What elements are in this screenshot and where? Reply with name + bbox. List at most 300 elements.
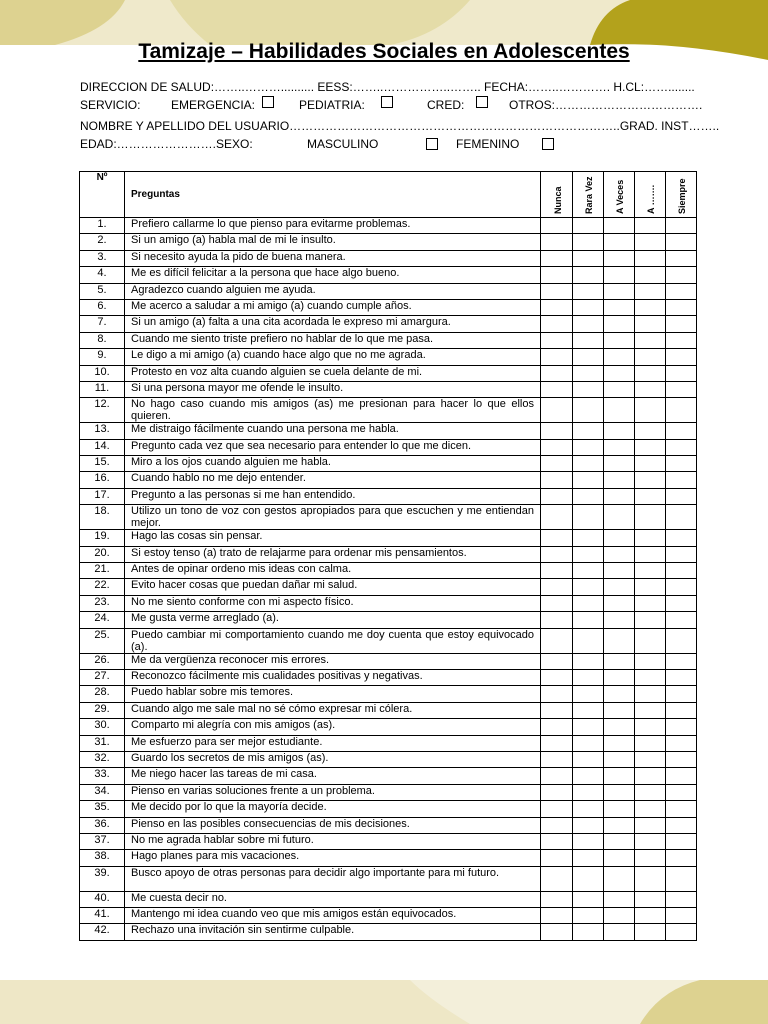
answer-siempre-cell[interactable] (666, 472, 697, 488)
col-siempre-header: Siempre (666, 172, 697, 218)
answer-siempre-cell[interactable] (666, 250, 697, 266)
answer-siempre-cell[interactable] (666, 283, 697, 299)
answer-nunca-cell[interactable] (541, 423, 573, 439)
question-text: Agradezco cuando alguien me ayuda. (125, 283, 541, 299)
answer-nunca-cell[interactable] (541, 349, 573, 365)
question-text: Guardo los secretos de mis amigos (as). (125, 751, 541, 767)
table-row (80, 768, 697, 784)
table-row (80, 924, 697, 940)
question-text: No hago caso cuando mis amigos (as) me presionan para hacer lo que ellos quieren. (125, 398, 541, 423)
answer-rara-vez-cell[interactable] (573, 472, 604, 488)
answer-rara-vez-cell[interactable] (573, 423, 604, 439)
answer-a-veces-cell[interactable] (604, 702, 635, 718)
answer-a-veces-cell[interactable] (604, 801, 635, 817)
question-number: 15. (80, 456, 125, 472)
answer-nunca-cell[interactable] (541, 612, 573, 628)
answer-rara-vez-cell[interactable] (573, 563, 604, 579)
answer-rara-vez-cell[interactable] (573, 234, 604, 250)
answer-a-veces-cell[interactable] (604, 669, 635, 685)
answer-siempre-cell[interactable] (666, 686, 697, 702)
answer-nunca-cell[interactable] (541, 472, 573, 488)
answer-nunca-cell[interactable] (541, 250, 573, 266)
answer-nunca-cell[interactable] (541, 891, 573, 907)
answer-a-veces-cell[interactable] (604, 833, 635, 849)
answer-siempre-cell[interactable] (666, 669, 697, 685)
answer-a-cell[interactable] (635, 579, 666, 595)
answer-nunca-cell[interactable] (541, 801, 573, 817)
answer-a-veces-cell[interactable] (604, 924, 635, 940)
answer-siempre-cell[interactable] (666, 908, 697, 924)
answer-nunca-cell[interactable] (541, 218, 573, 234)
answer-a-cell[interactable] (635, 505, 666, 530)
answer-nunca-cell[interactable] (541, 398, 573, 423)
question-number: 25. (80, 628, 125, 653)
col-rara-vez-header: Rara Vez (573, 172, 604, 218)
answer-a-cell[interactable] (635, 546, 666, 562)
question-text: Evito hacer cosas que puedan dañar mi salud. (125, 579, 541, 595)
answer-siempre-cell[interactable] (666, 365, 697, 381)
answer-nunca-cell[interactable] (541, 365, 573, 381)
questionnaire-table (79, 171, 697, 941)
answer-a-veces-cell[interactable] (604, 316, 635, 332)
answer-siempre-cell[interactable] (666, 735, 697, 751)
answer-nunca-cell[interactable] (541, 817, 573, 833)
answer-siempre-cell[interactable] (666, 530, 697, 546)
answer-a-veces-cell[interactable] (604, 735, 635, 751)
answer-a-veces-cell[interactable] (604, 579, 635, 595)
answer-nunca-cell[interactable] (541, 234, 573, 250)
answer-siempre-cell[interactable] (666, 299, 697, 315)
question-text: Prefiero callarme lo que pienso para evitarme problemas. (125, 218, 541, 234)
answer-nunca-cell[interactable] (541, 546, 573, 562)
question-text: Hago las cosas sin pensar. (125, 530, 541, 546)
answer-rara-vez-cell[interactable] (573, 456, 604, 472)
answer-a-cell[interactable] (635, 456, 666, 472)
answer-a-veces-cell[interactable] (604, 488, 635, 504)
answer-a-cell[interactable] (635, 365, 666, 381)
nombre-line: NOMBRE Y APELLIDO DEL USUARIO………………………………………………………………………..GRAD. INST…….. (80, 119, 720, 133)
answer-a-cell[interactable] (635, 472, 666, 488)
answer-siempre-cell[interactable] (666, 218, 697, 234)
question-number: 1. (80, 218, 125, 234)
answer-a-veces-cell[interactable] (604, 850, 635, 866)
answer-a-cell[interactable] (635, 628, 666, 653)
answer-siempre-cell[interactable] (666, 719, 697, 735)
pediatria-checkbox[interactable] (381, 96, 393, 108)
table-row (80, 751, 697, 767)
answer-a-veces-cell[interactable] (604, 283, 635, 299)
answer-nunca-cell[interactable] (541, 628, 573, 653)
answer-a-cell[interactable] (635, 866, 666, 891)
answer-rara-vez-cell[interactable] (573, 628, 604, 653)
question-number: 11. (80, 381, 125, 397)
answer-a-veces-cell[interactable] (604, 267, 635, 283)
answer-nunca-cell[interactable] (541, 456, 573, 472)
answer-a-cell[interactable] (635, 250, 666, 266)
question-number: 32. (80, 751, 125, 767)
answer-a-veces-cell[interactable] (604, 686, 635, 702)
question-number: 29. (80, 702, 125, 718)
answer-nunca-cell[interactable] (541, 833, 573, 849)
question-text: Cuando me siento triste prefiero no hablar de lo que me pasa. (125, 332, 541, 348)
answer-a-cell[interactable] (635, 530, 666, 546)
table-row (80, 250, 697, 266)
answer-nunca-cell[interactable] (541, 719, 573, 735)
answer-rara-vez-cell[interactable] (573, 719, 604, 735)
table-row (80, 316, 697, 332)
pediatria-label: PEDIATRIA: (299, 98, 365, 112)
answer-siempre-cell[interactable] (666, 595, 697, 611)
question-number: 39. (80, 866, 125, 891)
answer-rara-vez-cell[interactable] (573, 850, 604, 866)
question-number: 6. (80, 299, 125, 315)
answer-nunca-cell[interactable] (541, 653, 573, 669)
answer-a-veces-cell[interactable] (604, 784, 635, 800)
answer-siempre-cell[interactable] (666, 439, 697, 455)
table-row (80, 908, 697, 924)
answer-a-cell[interactable] (635, 612, 666, 628)
question-text: Pienso en las posibles consecuencias de mis decisiones. (125, 817, 541, 833)
answer-rara-vez-cell[interactable] (573, 686, 604, 702)
answer-a-cell[interactable] (635, 316, 666, 332)
question-number: 26. (80, 653, 125, 669)
answer-siempre-cell[interactable] (666, 702, 697, 718)
question-number: 17. (80, 488, 125, 504)
question-text: Puedo cambiar mi comportamiento cuando me doy cuenta que estoy equivocado (a). (125, 628, 541, 653)
question-text: Pienso en varias soluciones frente a un problema. (125, 784, 541, 800)
answer-a-cell[interactable] (635, 924, 666, 940)
answer-siempre-cell[interactable] (666, 398, 697, 423)
answer-rara-vez-cell[interactable] (573, 398, 604, 423)
answer-a-veces-cell[interactable] (604, 439, 635, 455)
answer-siempre-cell[interactable] (666, 381, 697, 397)
answer-a-veces-cell[interactable] (604, 423, 635, 439)
answer-a-veces-cell[interactable] (604, 472, 635, 488)
table-row (80, 628, 697, 653)
question-number: 37. (80, 833, 125, 849)
table-row (80, 472, 697, 488)
answer-a-veces-cell[interactable] (604, 505, 635, 530)
answer-rara-vez-cell[interactable] (573, 439, 604, 455)
answer-nunca-cell[interactable] (541, 702, 573, 718)
answer-a-cell[interactable] (635, 563, 666, 579)
table-row (80, 365, 697, 381)
answer-a-cell[interactable] (635, 784, 666, 800)
answer-siempre-cell[interactable] (666, 332, 697, 348)
table-row (80, 439, 697, 455)
answer-nunca-cell[interactable] (541, 768, 573, 784)
answer-nunca-cell[interactable] (541, 850, 573, 866)
question-number: 27. (80, 669, 125, 685)
answer-a-veces-cell[interactable] (604, 250, 635, 266)
answer-nunca-cell[interactable] (541, 439, 573, 455)
answer-nunca-cell[interactable] (541, 866, 573, 891)
answer-a-veces-cell[interactable] (604, 398, 635, 423)
answer-siempre-cell[interactable] (666, 488, 697, 504)
question-text: Me esfuerzo para ser mejor estudiante. (125, 735, 541, 751)
answer-siempre-cell[interactable] (666, 316, 697, 332)
table-row (80, 488, 697, 504)
emergencia-checkbox[interactable] (262, 96, 274, 108)
question-text: Si necesito ayuda la pido de buena manera. (125, 250, 541, 266)
answer-a-cell[interactable] (635, 283, 666, 299)
answer-a-cell[interactable] (635, 801, 666, 817)
table-row (80, 505, 697, 530)
answer-nunca-cell[interactable] (541, 267, 573, 283)
answer-a-cell[interactable] (635, 423, 666, 439)
answer-a-cell[interactable] (635, 686, 666, 702)
answer-rara-vez-cell[interactable] (573, 908, 604, 924)
answer-rara-vez-cell[interactable] (573, 365, 604, 381)
table-row (80, 546, 697, 562)
answer-siempre-cell[interactable] (666, 349, 697, 365)
answer-a-veces-cell[interactable] (604, 817, 635, 833)
answer-a-veces-cell[interactable] (604, 653, 635, 669)
answer-a-cell[interactable] (635, 702, 666, 718)
masculino-checkbox[interactable] (426, 138, 438, 150)
answer-siempre-cell[interactable] (666, 801, 697, 817)
question-number: 34. (80, 784, 125, 800)
question-number: 21. (80, 563, 125, 579)
answer-siempre-cell[interactable] (666, 563, 697, 579)
answer-rara-vez-cell[interactable] (573, 751, 604, 767)
question-text: Me gusta verme arreglado (a). (125, 612, 541, 628)
answer-a-cell[interactable] (635, 669, 666, 685)
answer-a-veces-cell[interactable] (604, 908, 635, 924)
question-text: Miro a los ojos cuando alguien me habla. (125, 456, 541, 472)
question-text: Utilizo un tono de voz con gestos apropiados para que escuchen y me entiendan mejor. (125, 505, 541, 530)
answer-a-veces-cell[interactable] (604, 299, 635, 315)
answer-a-cell[interactable] (635, 381, 666, 397)
answer-rara-vez-cell[interactable] (573, 784, 604, 800)
answer-nunca-cell[interactable] (541, 283, 573, 299)
answer-a-cell[interactable] (635, 299, 666, 315)
answer-nunca-cell[interactable] (541, 595, 573, 611)
table-row (80, 398, 697, 423)
answer-rara-vez-cell[interactable] (573, 332, 604, 348)
answer-rara-vez-cell[interactable] (573, 283, 604, 299)
col-a-veces-header: A Veces (604, 172, 635, 218)
question-text: Busco apoyo de otras personas para decidir algo importante para mi futuro. (125, 866, 541, 891)
answer-nunca-cell[interactable] (541, 669, 573, 685)
answer-a-veces-cell[interactable] (604, 332, 635, 348)
table-row (80, 530, 697, 546)
answer-rara-vez-cell[interactable] (573, 381, 604, 397)
table-row (80, 669, 697, 685)
answer-a-cell[interactable] (635, 833, 666, 849)
answer-a-cell[interactable] (635, 908, 666, 924)
answer-a-veces-cell[interactable] (604, 891, 635, 907)
answer-siempre-cell[interactable] (666, 866, 697, 891)
answer-a-cell[interactable] (635, 267, 666, 283)
femenino-checkbox[interactable] (542, 138, 554, 150)
answer-siempre-cell[interactable] (666, 612, 697, 628)
question-number: 24. (80, 612, 125, 628)
answer-a-cell[interactable] (635, 234, 666, 250)
answer-rara-vez-cell[interactable] (573, 349, 604, 365)
question-text: Me distraigo fácilmente cuando una persona me habla. (125, 423, 541, 439)
question-number: 3. (80, 250, 125, 266)
answer-a-cell[interactable] (635, 817, 666, 833)
answer-a-veces-cell[interactable] (604, 546, 635, 562)
answer-a-veces-cell[interactable] (604, 719, 635, 735)
answer-a-cell[interactable] (635, 768, 666, 784)
answer-a-veces-cell[interactable] (604, 381, 635, 397)
answer-rara-vez-cell[interactable] (573, 866, 604, 891)
page-title: Tamizaje – Habilidades Sociales en Adolescentes (138, 40, 630, 63)
answer-a-cell[interactable] (635, 398, 666, 423)
answer-a-cell[interactable] (635, 349, 666, 365)
answer-nunca-cell[interactable] (541, 579, 573, 595)
table-header-row (80, 172, 697, 218)
answer-a-veces-cell[interactable] (604, 218, 635, 234)
answer-a-veces-cell[interactable] (604, 456, 635, 472)
answer-rara-vez-cell[interactable] (573, 669, 604, 685)
question-text: No me agrada hablar sobre mi futuro. (125, 833, 541, 849)
answer-rara-vez-cell[interactable] (573, 218, 604, 234)
answer-rara-vez-cell[interactable] (573, 546, 604, 562)
answer-a-veces-cell[interactable] (604, 530, 635, 546)
question-text: Me niego hacer las tareas de mi casa. (125, 768, 541, 784)
table-row (80, 866, 697, 891)
answer-a-veces-cell[interactable] (604, 595, 635, 611)
answer-siempre-cell[interactable] (666, 456, 697, 472)
answer-rara-vez-cell[interactable] (573, 595, 604, 611)
answer-nunca-cell[interactable] (541, 530, 573, 546)
answer-siempre-cell[interactable] (666, 628, 697, 653)
answer-nunca-cell[interactable] (541, 488, 573, 504)
answer-siempre-cell[interactable] (666, 924, 697, 940)
question-number: 14. (80, 439, 125, 455)
question-number: 28. (80, 686, 125, 702)
answer-a-cell[interactable] (635, 751, 666, 767)
answer-siempre-cell[interactable] (666, 891, 697, 907)
answer-siempre-cell[interactable] (666, 505, 697, 530)
question-number: 23. (80, 595, 125, 611)
answer-a-veces-cell[interactable] (604, 751, 635, 767)
answer-nunca-cell[interactable] (541, 908, 573, 924)
femenino-label: FEMENINO (456, 137, 520, 151)
answer-a-cell[interactable] (635, 439, 666, 455)
answer-a-veces-cell[interactable] (604, 234, 635, 250)
question-number: 35. (80, 801, 125, 817)
answer-nunca-cell[interactable] (541, 735, 573, 751)
question-number: 2. (80, 234, 125, 250)
answer-a-cell[interactable] (635, 735, 666, 751)
question-text: Antes de opinar ordeno mis ideas con calma. (125, 563, 541, 579)
answer-nunca-cell[interactable] (541, 924, 573, 940)
answer-rara-vez-cell[interactable] (573, 505, 604, 530)
question-number: 18. (80, 505, 125, 530)
answer-nunca-cell[interactable] (541, 332, 573, 348)
answer-siempre-cell[interactable] (666, 784, 697, 800)
answer-a-cell[interactable] (635, 488, 666, 504)
answer-rara-vez-cell[interactable] (573, 702, 604, 718)
answer-a-veces-cell[interactable] (604, 768, 635, 784)
answer-rara-vez-cell[interactable] (573, 316, 604, 332)
edad-sexo-line: EDAD:…………………….SEXO: (80, 137, 253, 151)
answer-a-cell[interactable] (635, 332, 666, 348)
answer-siempre-cell[interactable] (666, 267, 697, 283)
answer-rara-vez-cell[interactable] (573, 801, 604, 817)
answer-nunca-cell[interactable] (541, 686, 573, 702)
answer-a-veces-cell[interactable] (604, 866, 635, 891)
table-row (80, 332, 697, 348)
answer-siempre-cell[interactable] (666, 579, 697, 595)
answer-rara-vez-cell[interactable] (573, 891, 604, 907)
answer-siempre-cell[interactable] (666, 768, 697, 784)
question-text: Reconozco fácilmente mis cualidades positivas y negativas. (125, 669, 541, 685)
question-text: Hago planes para mis vacaciones. (125, 850, 541, 866)
answer-siempre-cell[interactable] (666, 234, 697, 250)
answer-siempre-cell[interactable] (666, 751, 697, 767)
cred-checkbox[interactable] (476, 96, 488, 108)
answer-rara-vez-cell[interactable] (573, 299, 604, 315)
answer-rara-vez-cell[interactable] (573, 267, 604, 283)
table-row (80, 801, 697, 817)
answer-rara-vez-cell[interactable] (573, 250, 604, 266)
answer-nunca-cell[interactable] (541, 299, 573, 315)
answer-a-veces-cell[interactable] (604, 563, 635, 579)
answer-nunca-cell[interactable] (541, 316, 573, 332)
answer-nunca-cell[interactable] (541, 381, 573, 397)
answer-siempre-cell[interactable] (666, 546, 697, 562)
table-row (80, 817, 697, 833)
answer-nunca-cell[interactable] (541, 784, 573, 800)
table-row (80, 299, 697, 315)
question-number: 20. (80, 546, 125, 562)
answer-nunca-cell[interactable] (541, 563, 573, 579)
question-text: Cuando algo me sale mal no sé cómo expresar mi cólera. (125, 702, 541, 718)
answer-rara-vez-cell[interactable] (573, 924, 604, 940)
answer-rara-vez-cell[interactable] (573, 817, 604, 833)
answer-siempre-cell[interactable] (666, 850, 697, 866)
answer-a-cell[interactable] (635, 595, 666, 611)
answer-a-cell[interactable] (635, 218, 666, 234)
answer-a-cell[interactable] (635, 653, 666, 669)
answer-nunca-cell[interactable] (541, 751, 573, 767)
question-text: Comparto mi alegría con mis amigos (as). (125, 719, 541, 735)
answer-rara-vez-cell[interactable] (573, 579, 604, 595)
answer-a-cell[interactable] (635, 891, 666, 907)
answer-siempre-cell[interactable] (666, 653, 697, 669)
question-text: Rechazo una invitación sin sentirme culpable. (125, 924, 541, 940)
answer-rara-vez-cell[interactable] (573, 612, 604, 628)
table-row (80, 784, 697, 800)
answer-rara-vez-cell[interactable] (573, 833, 604, 849)
answer-siempre-cell[interactable] (666, 423, 697, 439)
answer-siempre-cell[interactable] (666, 817, 697, 833)
answer-a-veces-cell[interactable] (604, 612, 635, 628)
answer-rara-vez-cell[interactable] (573, 530, 604, 546)
answer-rara-vez-cell[interactable] (573, 768, 604, 784)
answer-a-veces-cell[interactable] (604, 365, 635, 381)
answer-rara-vez-cell[interactable] (573, 653, 604, 669)
answer-siempre-cell[interactable] (666, 833, 697, 849)
answer-a-veces-cell[interactable] (604, 628, 635, 653)
answer-a-veces-cell[interactable] (604, 349, 635, 365)
table-row (80, 653, 697, 669)
answer-rara-vez-cell[interactable] (573, 735, 604, 751)
answer-nunca-cell[interactable] (541, 505, 573, 530)
table-row (80, 595, 697, 611)
answer-a-cell[interactable] (635, 850, 666, 866)
emergencia-label: EMERGENCIA: (171, 98, 256, 112)
question-number: 22. (80, 579, 125, 595)
question-number: 33. (80, 768, 125, 784)
answer-a-cell[interactable] (635, 719, 666, 735)
answer-rara-vez-cell[interactable] (573, 488, 604, 504)
